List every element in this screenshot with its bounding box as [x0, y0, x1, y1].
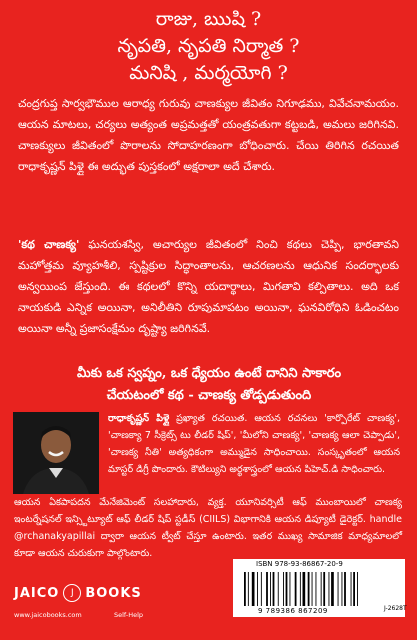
author-bio-continued: ఆయన ఏకపాపదన మేనేజిమెంట్ సలహాదారు, వ్యక్త. యూనివర్సిటీ ఆఫ్ ముంబాయిలో చాణక్య ఇంటర్నేషనల్ ఇన్స్టిట్యూట్ ఆఫ్ లీడర్ షిప్ స్టడీస్ (CIILS) విభాగానికి ఆయన డిప్యూటీ డైరెక్టర్. handle @rchanakyapillai ద్వారా ఆయన ట్వీట్ చేస్తూ ఉంటారు. ఇతర ముఖ్య సామాజిక మాధ్యమాలలో కూడా ఆయన చురుకుగా పాల్గొంటారు.	[14, 497, 402, 559]
description-paragraph	[18, 234, 399, 339]
slogan-line-2: చేయటంలో కథ - చాణక్య తోడ్పడుతుంది	[106, 388, 312, 403]
headline-1: రాజు, ఋషి ?	[155, 8, 262, 30]
publisher-emblem-icon: J	[63, 584, 81, 602]
barcode-icon	[240, 570, 398, 606]
publisher-logo	[14, 580, 142, 606]
publisher-name-right: BOOKS	[85, 585, 142, 601]
author-name: రాధాకృష్ణన్ పిళ్లై	[108, 413, 170, 424]
author-photo	[13, 412, 99, 494]
headline-3: మనిషి , మర్మయోగి ?	[129, 62, 288, 84]
barcode-number: 9 789386 867209	[258, 607, 328, 615]
headline-questions	[0, 6, 417, 87]
author-bio-text: ప్రఖ్యాత రచయిత. ఆయన రచనలు 'కార్పొరేట్ చాణక్య', 'చాణక్యా 7 సీక్రెట్స్ టు లీడర్ షిప్', 'మీలోని చాణక్య', 'చాణక్య ఆలా చెప్పాడు', 'చాణక్య నీతి' అత్యధికంగా అమ్ముడైన సాధించాయి. సంస్కృతంలో ఆయన మాస్టర్ డిగ్రీ పొందారు. కౌటిల్యుని అర్థశాస్త్రంలో ఆయన పిహెచ్.డి సాధించారు.	[108, 413, 400, 475]
intro-paragraph: చంద్రగుప్త సార్వభౌముల ఆరాధ్య గురువు చాణక్యుల జీవితం నిగూఢము, వివేచనామయం. ఆయన మాటలు, చర్యలు అత్యంత అప్రమత్తతో యంత్రవతుగా కట్టబడి, అమలు జరిగినవి. చాణక్యులు జీవితంలో పొరాలను సోదాహరణంగా బోధించారు. చేయి తిరిగిన రచయిత రాధాకృష్ణన్ పిళ్లై ఈ అద్భుత పుస్తకంలో అక్షరాలా అదే చేశారు.	[18, 97, 399, 173]
category-label: Self-Help	[114, 611, 144, 619]
author-portrait-icon	[13, 412, 99, 494]
publisher-url: www.jaicobooks.com	[14, 611, 82, 619]
headline-2: నృపతి, నృపతి నిర్మాత ?	[117, 35, 300, 57]
slogan-line-1: మీకు ఒక స్వప్నం, ఒక ధ్యేయం ఉంటే దానిని సాకారం	[76, 366, 342, 381]
slogan	[24, 363, 394, 407]
product-code: J-2628T	[384, 605, 407, 612]
author-bio	[108, 410, 400, 478]
description-text: ఘనయశస్వి, అచార్యుల జీవితంలో నించి కథలు చెప్పి, భారతావని మహోత్తమ వ్యూహశీలి, స్పష్టిక్రుల సిద్ధాంతాలను, ఆచరణలను ఆధునిక సందర్భాలకు అన్వయింప జేస్తుంది. ఈ కథలలో కొన్ని యదార్థాలు, మిగతావి కల్పితాలు. అది ఒక నాయకుడి ఎన్నిక అయినా, అనిలీతిని రూపుమాపటం అయినా, ఘనవిరోధిని ఓడించటం అయినా అన్నీ ప్రజాసంక్షేమం దృష్ట్యా జరిగినవే.	[18, 238, 399, 335]
book-title-inline: 'కథ చాణక్య'	[18, 238, 80, 251]
isbn-text: ISBN 978-93-86867-20-9	[256, 560, 343, 568]
publisher-name-left: JAICO	[14, 585, 60, 601]
